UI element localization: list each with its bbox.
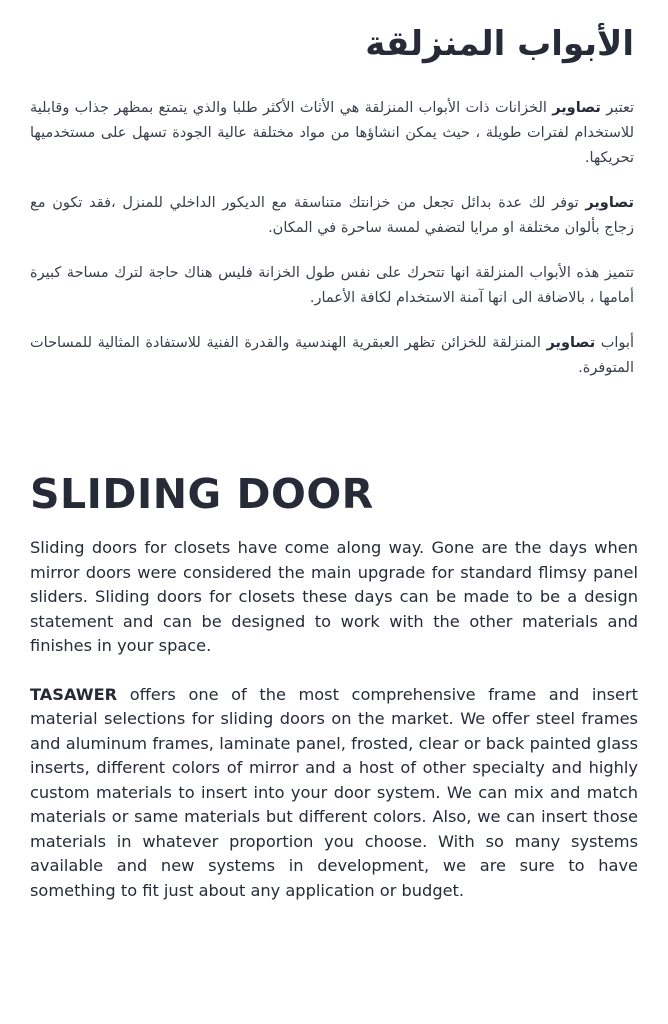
arabic-paragraph-3	[30, 261, 634, 311]
english-title: SLIDING DOOR	[30, 470, 374, 518]
arabic-paragraph-3-pre: تتميز هذه الأبواب المنزلقة انها تتحرك على نفس طول الخزانة فليس هناك حاجة لترك مساحة كبيرة أمامها ، بالاضافة الى انها آمنة الاستخدام لكافة الأعمار.	[30, 265, 634, 306]
english-brand-name: TASAWER	[30, 684, 118, 704]
english-section	[30, 466, 638, 927]
english-paragraph-1: Sliding doors for closets have come along way. Gone are the days when mirror doors were considered the main upgrade for standard flimsy panel sliders. Sliding doors for closets these days can be made to be a design statement and can be designed to work with the other materials and finishes in your space.	[30, 538, 638, 655]
arabic-paragraph-1-pre: تعتبر	[600, 100, 634, 116]
arabic-section	[30, 14, 634, 401]
arabic-paragraph-4-post: المنزلقة للخزائن تظهر العبقرية الهندسية والقدرة الفنية للاستفادة المثالية للمساحات المتوفرة.	[30, 335, 634, 376]
arabic-paragraph-4-pre: أبواب	[595, 335, 635, 351]
arabic-paragraph-4	[30, 331, 634, 381]
english-paragraph-2	[30, 683, 638, 904]
arabic-paragraph-2	[30, 191, 634, 241]
arabic-paragraph-1-post: الخزانات ذات الأبواب المنزلقة هي الأثاث الأكثر طلبا والذي يتمتع بمظهر جذاب وقابلية للاستخدام لفترات طويلة ، حيث يمكن انشاؤها من مواد مختلفة عالية الجودة تسهل على مستخدميها تحريكها.	[30, 100, 634, 166]
arabic-brand-name: تصاوير	[585, 195, 634, 211]
arabic-brand-name: تصاوير	[552, 100, 601, 116]
arabic-paragraph-1	[30, 96, 634, 171]
arabic-paragraph-2-post: توفر لك عدة بدائل تجعل من خزانتك متناسقة مع الديكور الداخلي للمنزل ،فقد تكون مع زجاج بألوان مختلفة او مرايا لتضفي لمسة ساحرة في المكان.	[30, 195, 634, 236]
arabic-brand-name: تصاوير	[546, 335, 596, 351]
arabic-title: الأبواب المنزلقة	[365, 24, 634, 64]
english-paragraph-2-text: offers one of the most comprehensive frame and insert material selections for sliding doors on the market. We offer steel frames and aluminum frames, laminate panel, frosted, clear or back painted glass inserts, different colors of mirror and a host of other specialty and highly custom materials to insert into your door system. We can mix and match materials or same materials but different colors. Also, we can insert those materials in whatever proportion you choose. With so many systems available and new systems in development, we are sure to have something to fit just about any application or budget.	[30, 684, 638, 900]
